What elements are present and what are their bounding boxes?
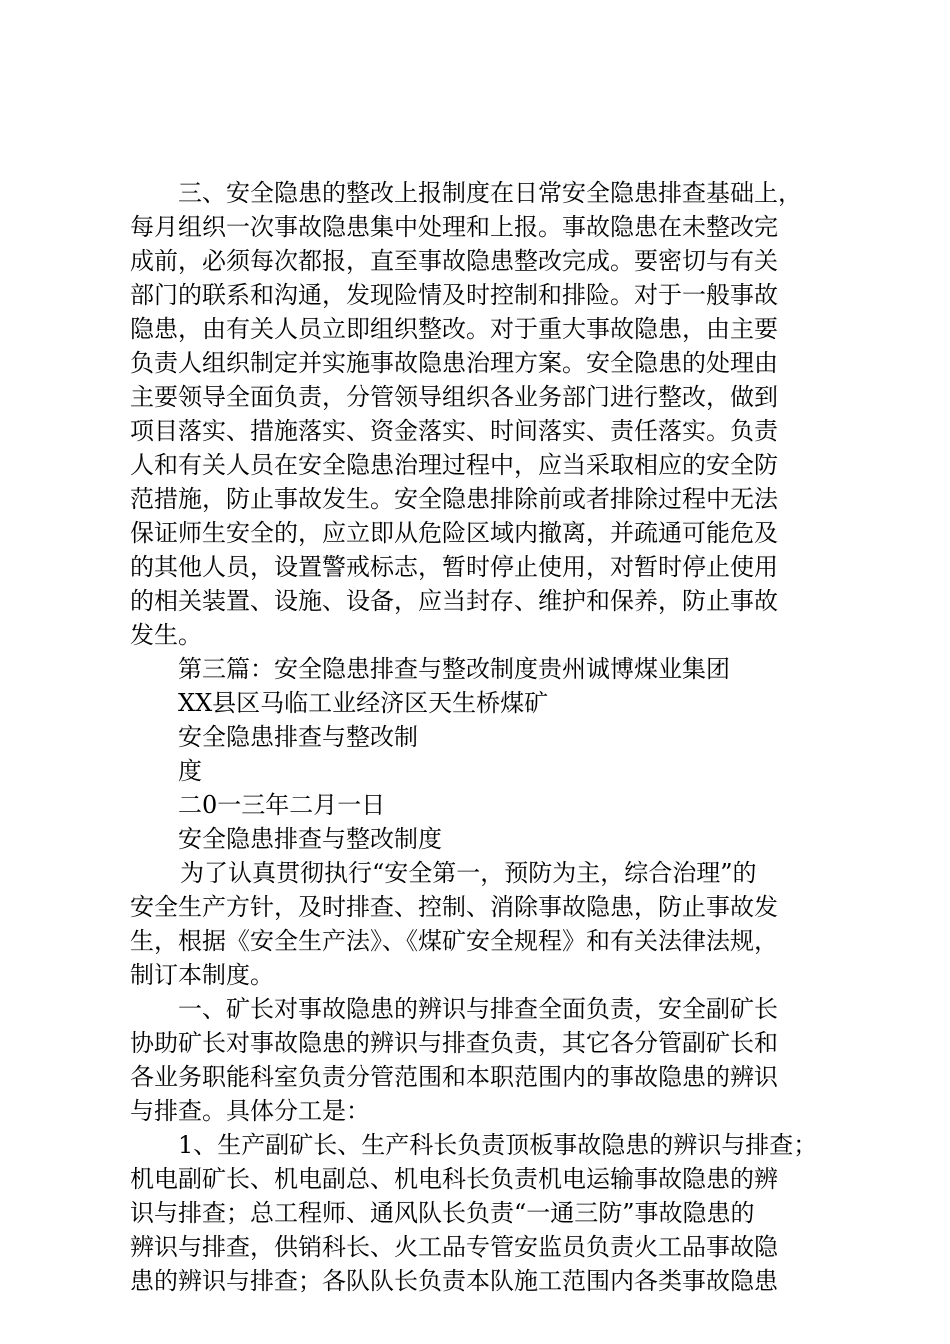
paragraph-line: 负责人组织制定并实施事故隐患治理方案。安全隐患的处理由 bbox=[130, 349, 778, 377]
paragraph-line: 机电副矿长、机电副总、机电科长负责机电运输事故隐患的辨 bbox=[130, 1165, 778, 1193]
paragraph-line: 辨识与排查，供销科长、火工品专管安监员负责火工品事故隐 bbox=[130, 1233, 778, 1261]
paragraph-line: 1、生产副矿长、生产科长负责顶板事故隐患的辨识与排查； bbox=[178, 1131, 818, 1159]
paragraph-line: 发生。 bbox=[130, 621, 202, 649]
section-heading: 第三篇：安全隐患排查与整改制度贵州诚博煤业集团 bbox=[178, 655, 730, 683]
paragraph-line: 项目落实、措施落实、资金落实、时间落实、责任落实。负责 bbox=[130, 417, 778, 445]
heading-line: XX县区马临工业经济区天生桥煤矿 bbox=[178, 689, 549, 717]
paragraph-line: 为了认真贯彻执行“安全第一，预防为主，综合治理”的 bbox=[180, 859, 757, 887]
paragraph-line: 与排查。具体分工是： bbox=[130, 1097, 370, 1125]
date-line: 二0一三年二月一日 bbox=[178, 791, 386, 819]
paragraph-line: 的相关装置、设施、设备，应当封存、维护和保养，防止事故 bbox=[130, 587, 778, 615]
heading-line: 度 bbox=[178, 757, 202, 785]
document-title: 安全隐患排查与整改制度 bbox=[178, 825, 442, 853]
paragraph-line: 制订本制度。 bbox=[130, 961, 274, 989]
paragraph-line: 协助矿长对事故隐患的辨识与排查负责，其它各分管副矿长和 bbox=[130, 1029, 778, 1057]
paragraph-line: 识与排查；总工程师、通风队长负责“一通三防”事故隐患的 bbox=[130, 1199, 755, 1227]
paragraph-line: 的其他人员，设置警戒标志，暂时停止使用，对暂时停止使用 bbox=[130, 553, 778, 581]
paragraph-line: 各业务职能科室负责分管范围和本职范围内的事故隐患的辨识 bbox=[130, 1063, 778, 1091]
document-body bbox=[130, 176, 842, 1298]
heading-line: 安全隐患排查与整改制 bbox=[178, 723, 418, 751]
paragraph-line: 生，根据《安全生产法》、《煤矿安全规程》和有关法律法规， bbox=[130, 927, 778, 955]
paragraph-line: 隐患，由有关人员立即组织整改。对于重大事故隐患，由主要 bbox=[130, 315, 778, 343]
paragraph-line: 每月组织一次事故隐患集中处理和上报。事故隐患在未整改完 bbox=[130, 213, 778, 241]
paragraph-line: 部门的联系和沟通，发现险情及时控制和排险。对于一般事故 bbox=[130, 281, 778, 309]
paragraph-line: 人和有关人员在安全隐患治理过程中，应当采取相应的安全防 bbox=[130, 451, 778, 479]
paragraph-line: 成前，必须每次都报，直至事故隐患整改完成。要密切与有关 bbox=[130, 247, 778, 275]
paragraph-line: 患的辨识与排查；各队队长负责本队施工范围内各类事故隐患 bbox=[130, 1267, 778, 1295]
paragraph-line: 三、安全隐患的整改上报制度在日常安全隐患排查基础上， bbox=[178, 179, 802, 207]
paragraph-line: 范措施，防止事故发生。安全隐患排除前或者排除过程中无法 bbox=[130, 485, 778, 513]
paragraph-line: 一、矿长对事故隐患的辨识与排查全面负责，安全副矿长 bbox=[178, 995, 778, 1023]
paragraph-line: 主要领导全面负责，分管领导组织各业务部门进行整改，做到 bbox=[130, 383, 778, 411]
paragraph-line: 安全生产方针，及时排查、控制、消除事故隐患，防止事故发 bbox=[130, 893, 778, 921]
paragraph-line: 保证师生安全的，应立即从危险区域内撤离，并疏通可能危及 bbox=[130, 519, 778, 547]
